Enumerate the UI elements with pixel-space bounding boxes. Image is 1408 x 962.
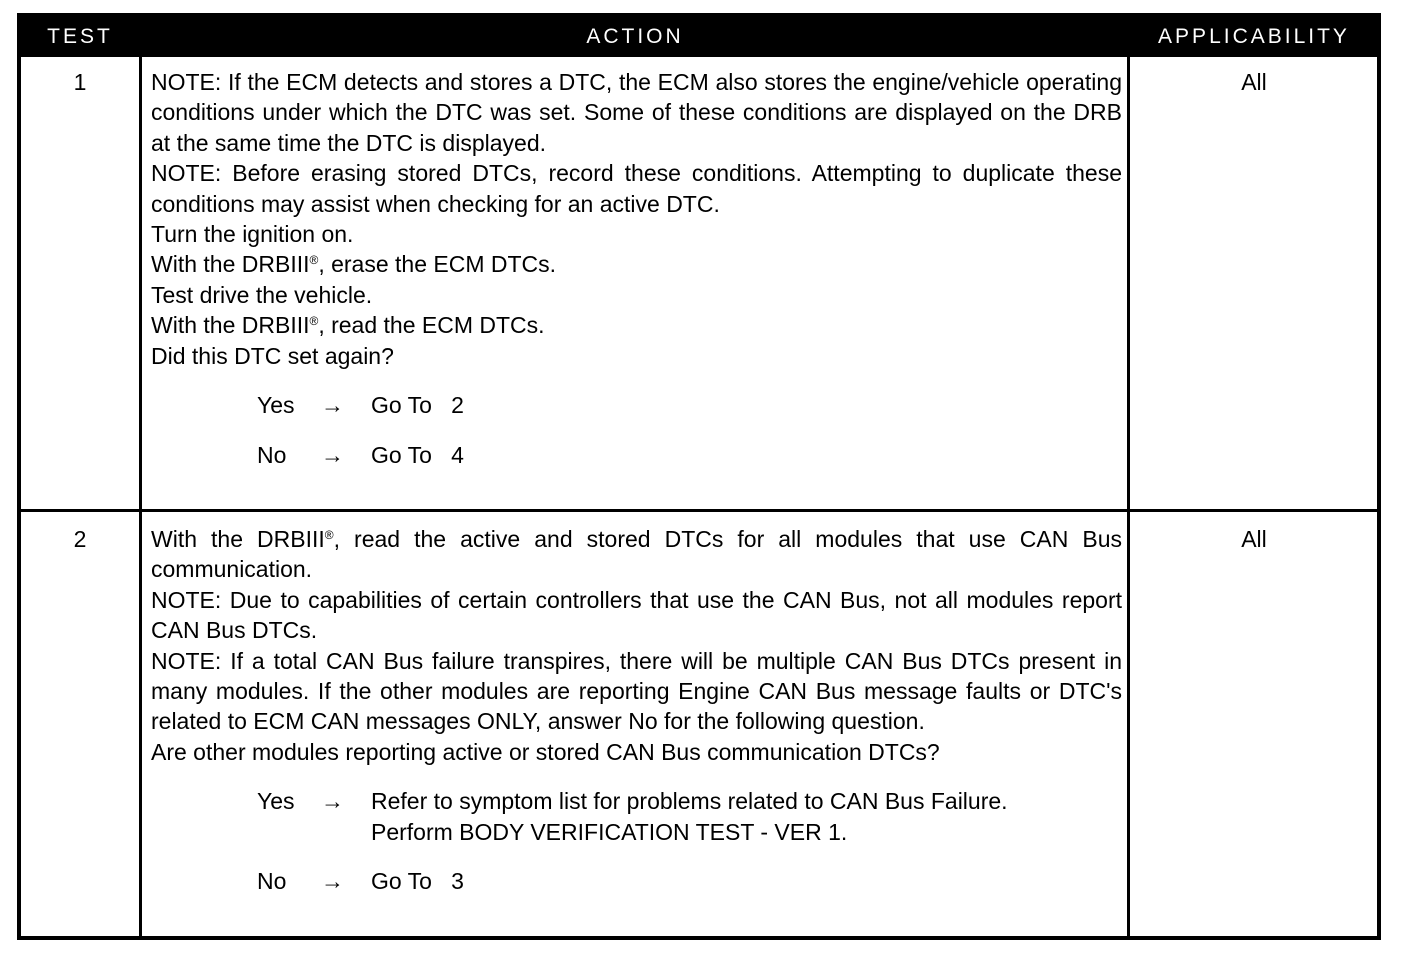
answer-result: Go To 3 — [371, 868, 464, 895]
row-divider — [21, 509, 1377, 512]
yes-label: Yes — [257, 392, 295, 419]
action-cell — [151, 524, 1122, 896]
answer-result: Go To 2 — [371, 392, 464, 419]
question-text: Are other modules reporting active or stored CAN Bus communication DTCs? — [151, 738, 940, 765]
step-text: Test drive the vehicle. — [151, 281, 373, 308]
header-applicability: APPLICABILITY — [1158, 25, 1350, 48]
registered-icon: ® — [309, 314, 319, 329]
arrow-right-icon: → — [321, 788, 344, 815]
diagnostic-test-table — [17, 13, 1381, 940]
answer-yes — [151, 786, 1122, 847]
step-text: With the DRBIII®, erase the ECM DTCs. — [151, 251, 557, 278]
header-test: TEST — [47, 25, 113, 48]
test-number: 2 — [73, 526, 87, 552]
no-label: No — [257, 442, 287, 469]
step-text: With the DRBIII®, read the active and stored DTCs for all modules that use CAN Bus communication. — [151, 526, 1123, 583]
table-header — [21, 17, 1377, 57]
action-cell — [151, 67, 1122, 470]
answer-yes — [151, 390, 1122, 420]
note-text: NOTE: Before erasing stored DTCs, record these conditions. Attempting to duplicate these conditions may assist when checking for an active DTC. — [151, 160, 1122, 217]
note-text: NOTE: Due to capabilities of certain controllers that use the CAN Bus, not all modules report CAN Bus DTCs. — [151, 586, 1122, 644]
arrow-right-icon: → — [321, 442, 344, 469]
header-action: ACTION — [586, 25, 684, 48]
test-number: 1 — [73, 69, 87, 95]
registered-icon: ® — [309, 253, 319, 268]
note-text: NOTE: If the ECM detects and stores a DTC, the ECM also stores the engine/vehicle operating conditions under which the DTC was set. Some of these conditions are displayed on the DRB at the same time the DTC is displayed. — [151, 69, 1122, 156]
answer-result: Go To 4 — [371, 442, 464, 469]
applicability-value: All — [1241, 526, 1267, 552]
note-text: NOTE: If a total CAN Bus failure transpires, there will be multiple CAN Bus DTCs present in many modules. If the other modules are reporting Engine CAN Bus message faults or DTC's related to ECM CAN messages ONLY, answer No for the following question. — [151, 647, 1122, 735]
answer-no — [151, 866, 1122, 896]
registered-icon: ® — [324, 528, 334, 542]
answer-result-line: Perform BODY VERIFICATION TEST - VER 1. — [371, 818, 848, 845]
question-text: Did this DTC set again? — [151, 342, 394, 369]
yes-label: Yes — [257, 788, 295, 815]
no-label: No — [257, 868, 287, 895]
answer-result — [371, 786, 1008, 847]
arrow-right-icon: → — [321, 868, 344, 895]
column-divider — [139, 57, 142, 936]
answer-result-line: Refer to symptom list for problems related to CAN Bus Failure. — [371, 788, 1008, 815]
answer-no — [151, 440, 1122, 470]
step-text: With the DRBIII®, read the ECM DTCs. — [151, 312, 545, 339]
arrow-right-icon: → — [321, 392, 344, 419]
column-divider — [1127, 57, 1130, 936]
step-text: Turn the ignition on. — [151, 221, 354, 248]
applicability-value: All — [1241, 69, 1267, 95]
